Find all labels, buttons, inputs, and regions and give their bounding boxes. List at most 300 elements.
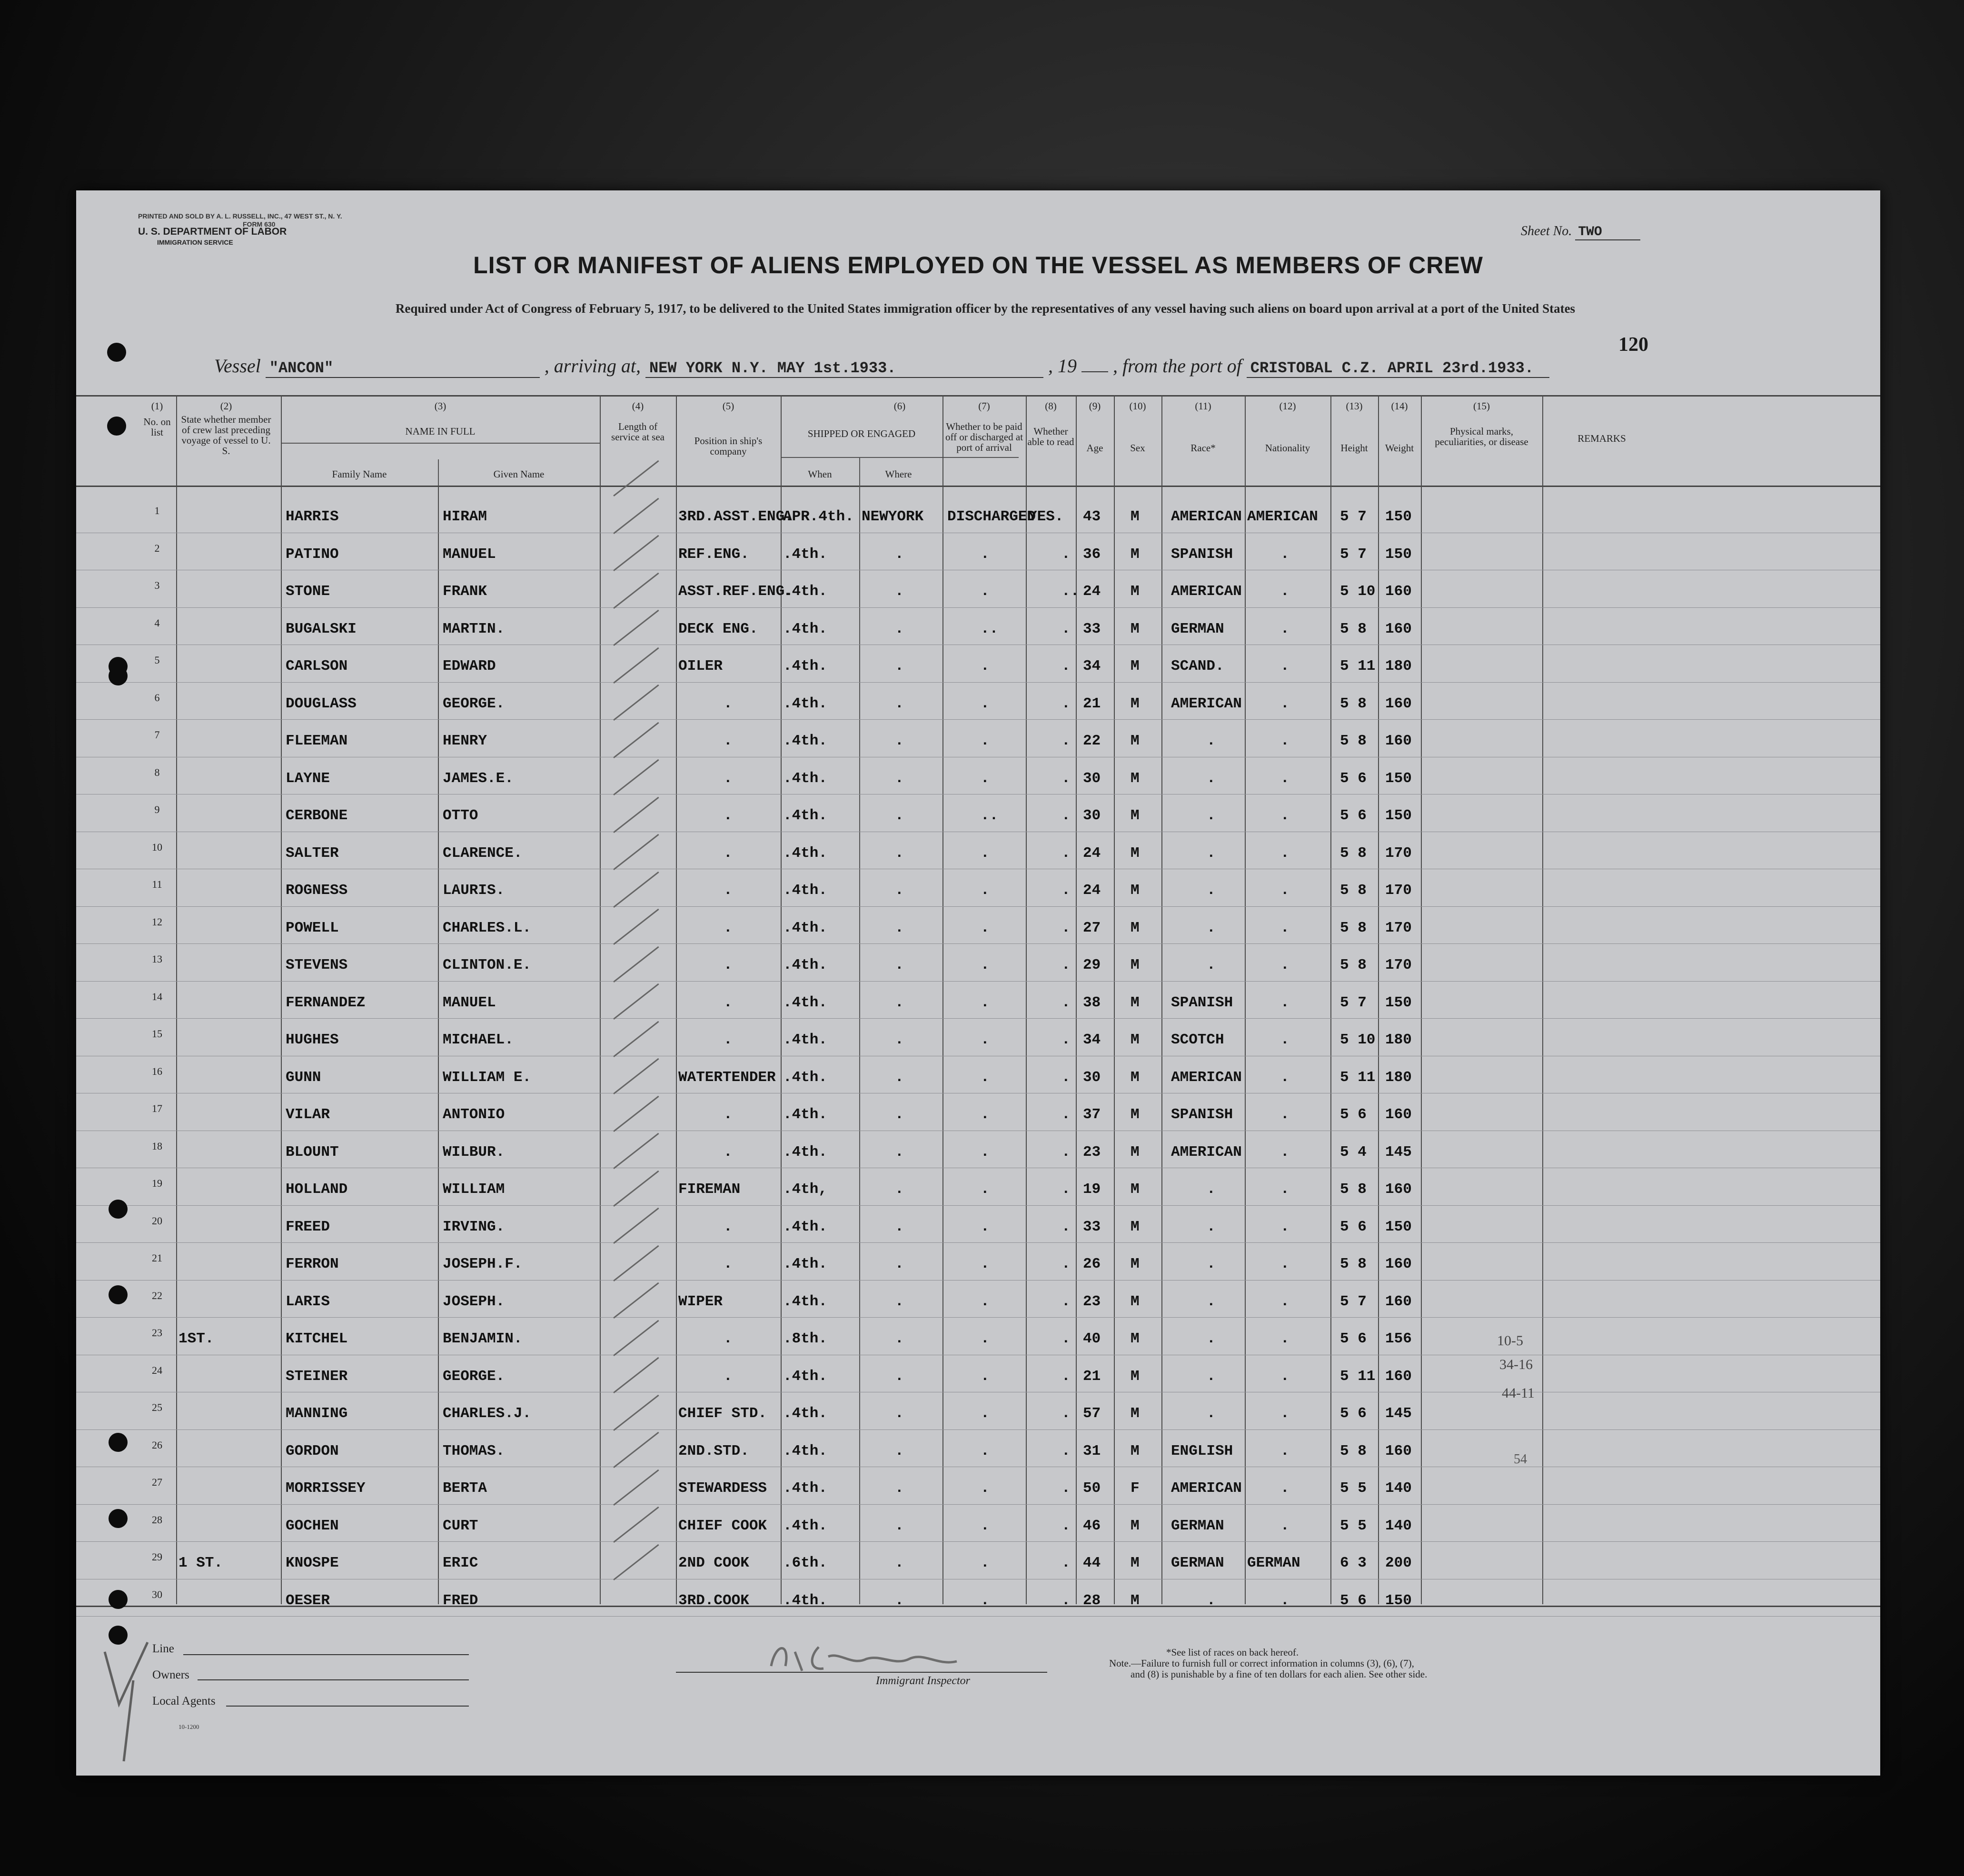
race-cell: SPANISH: [1171, 994, 1233, 1011]
position-cell: 3RD.ASST.ENG.: [678, 508, 794, 525]
height-cell: 5 8: [1340, 1181, 1367, 1198]
sex-cell: M: [1131, 1106, 1140, 1123]
age-cell: 44: [1083, 1555, 1101, 1571]
given-name-cell: HIRAM: [443, 508, 487, 525]
family-name-cell: KNOSPE: [286, 1555, 339, 1571]
nationality-cell: GERMAN: [1247, 1555, 1300, 1571]
weight-cell: 150: [1385, 546, 1412, 563]
nationality-cell: .: [1280, 919, 1289, 936]
shipped-where-cell: .: [895, 957, 904, 973]
given-name-cell: BERTA: [443, 1480, 487, 1497]
nationality-cell: .: [1280, 658, 1289, 675]
col-header-sex: Sex: [1130, 442, 1145, 454]
race-cell: SCOTCH: [1171, 1032, 1224, 1048]
sex-cell: M: [1131, 1218, 1140, 1235]
shipped-where-cell: NEWYORK: [862, 508, 924, 525]
race-cell: .: [1207, 770, 1216, 787]
given-name-cell: THOMAS.: [443, 1442, 505, 1459]
printer-line: PRINTED AND SOLD BY A. L. RUSSELL, INC., 47 WEST ST., N. Y.: [138, 212, 342, 220]
sheet-label: Sheet No.: [1521, 224, 1572, 238]
height-cell: 5 11: [1340, 1368, 1376, 1385]
table-row: [76, 1280, 1880, 1318]
discharge-cell: .: [981, 1106, 990, 1123]
height-cell: 5 11: [1340, 658, 1376, 675]
age-cell: 33: [1083, 1218, 1101, 1235]
shipped-where-cell: .: [895, 658, 904, 675]
shipped-where-cell: .: [895, 807, 904, 824]
family-name-cell: MANNING: [286, 1405, 348, 1422]
able-to-read-cell: .: [1061, 882, 1071, 899]
footer-agents-label: Local Agents: [152, 1695, 216, 1707]
shipped-where-cell: .: [895, 733, 904, 749]
position-cell: .: [724, 807, 733, 824]
family-name-cell: CERBONE: [286, 807, 348, 824]
weight-cell: 170: [1385, 882, 1412, 899]
weight-cell: 160: [1385, 1293, 1412, 1310]
previous-voyage-cell: 1 ST.: [179, 1555, 223, 1571]
height-cell: 5 7: [1340, 1293, 1367, 1310]
table-row: [76, 1205, 1880, 1243]
sex-cell: F: [1131, 1480, 1140, 1497]
family-name-cell: SALTER: [286, 844, 339, 862]
weight-cell: 160: [1385, 1442, 1412, 1459]
able-to-read-cell: .: [1061, 1368, 1071, 1385]
row-number: 14: [152, 990, 162, 1003]
able-to-read-cell: .: [1061, 1181, 1071, 1198]
previous-voyage-cell: 1ST.: [179, 1330, 214, 1347]
position-cell: OILER: [678, 658, 723, 675]
family-name-cell: GORDON: [286, 1442, 339, 1459]
able-to-read-cell: .: [1061, 1106, 1071, 1123]
discharge-cell: .: [981, 1143, 990, 1161]
family-name-cell: PATINO: [286, 546, 339, 563]
shipped-where-cell: .: [895, 1181, 904, 1198]
height-cell: 5 6: [1340, 1330, 1367, 1347]
col-num-11: (11): [1195, 400, 1211, 412]
row-number: 16: [152, 1065, 162, 1077]
row-number: 24: [152, 1364, 162, 1376]
nationality-cell: .: [1280, 1106, 1289, 1123]
age-cell: 43: [1083, 508, 1101, 525]
row-number: 25: [152, 1401, 162, 1413]
given-name-cell: JOSEPH.: [443, 1293, 505, 1310]
race-cell: .: [1207, 807, 1216, 824]
row-number: 6: [154, 691, 160, 704]
name-subheader-line: [281, 443, 600, 444]
able-to-read-cell: .: [1061, 1330, 1071, 1347]
table-row: [76, 1093, 1880, 1131]
family-name-cell: POWELL: [286, 919, 339, 936]
able-to-read-cell: .: [1061, 695, 1071, 712]
able-to-read-cell: .: [1061, 733, 1071, 749]
family-name-cell: KITCHEL: [286, 1330, 348, 1347]
row-number: 18: [152, 1140, 162, 1152]
given-name-cell: MANUEL: [443, 546, 496, 563]
age-cell: 21: [1083, 1368, 1101, 1385]
nationality-cell: .: [1280, 1480, 1289, 1497]
discharge-cell: ..: [981, 620, 999, 637]
age-cell: 24: [1083, 583, 1101, 600]
row-number: 27: [152, 1476, 162, 1488]
given-name-cell: LAURIS.: [443, 882, 505, 899]
table-row: [76, 1317, 1880, 1355]
position-cell: 2ND.STD.: [678, 1442, 749, 1459]
table-row: [76, 1392, 1880, 1429]
manifest-sheet: [76, 190, 1880, 1776]
weight-cell: 156: [1385, 1330, 1412, 1347]
table-row: [76, 906, 1880, 944]
able-to-read-cell: .: [1061, 1405, 1071, 1422]
race-cell: .: [1207, 882, 1216, 899]
discharge-cell: .: [981, 957, 990, 973]
able-to-read-cell: .: [1061, 658, 1071, 675]
discharge-cell: .: [981, 1032, 990, 1048]
weight-cell: 160: [1385, 733, 1412, 749]
position-cell: .: [724, 695, 733, 712]
sex-cell: M: [1131, 1592, 1140, 1609]
able-to-read-cell: ..: [1061, 583, 1080, 600]
weight-cell: 180: [1385, 658, 1412, 675]
height-cell: 5 8: [1340, 1442, 1367, 1459]
shipped-when-cell: .6th.: [783, 1555, 828, 1571]
shipped-when-cell: .4th.: [783, 1442, 828, 1459]
col-num-7: (7): [978, 400, 990, 412]
height-cell: 5 6: [1340, 1106, 1367, 1123]
weight-cell: 170: [1385, 957, 1412, 973]
race-cell: AMERICAN: [1171, 1069, 1242, 1086]
shipped-when-cell: .4th.: [783, 1480, 828, 1497]
family-name-cell: CARLSON: [286, 658, 348, 675]
weight-cell: 150: [1385, 1218, 1412, 1235]
discharge-cell: .: [981, 583, 990, 600]
nationality-cell: .: [1280, 882, 1289, 899]
age-cell: 37: [1083, 1106, 1101, 1123]
shipped-when-cell: .8th.: [783, 1330, 828, 1347]
shipped-where-cell: .: [895, 1143, 904, 1161]
shipped-where-cell: .: [895, 1256, 904, 1272]
shipped-where-cell: .: [895, 583, 904, 600]
height-cell: 6 3: [1340, 1555, 1367, 1571]
legal-requirement-text: Required under Act of Congress of February 5, 1917, to be delivered to the United States immigration officer by the representatives of any vessel having such aliens on board upon arrival at a port of the United States: [395, 301, 1576, 316]
row-number: 26: [152, 1439, 162, 1451]
discharge-cell: .: [981, 1293, 990, 1310]
col-num-12: (12): [1279, 400, 1296, 412]
sex-cell: M: [1131, 844, 1140, 862]
race-cell: ENGLISH: [1171, 1442, 1233, 1459]
discharge-cell: .: [981, 1480, 990, 1497]
sex-cell: M: [1131, 807, 1140, 824]
department-name: U. S. DEPARTMENT OF LABOR: [138, 226, 287, 237]
family-name-cell: MORRISSEY: [286, 1480, 366, 1497]
sex-cell: M: [1131, 1517, 1140, 1534]
age-cell: 57: [1083, 1405, 1101, 1422]
family-name-cell: FERNANDEZ: [286, 994, 366, 1011]
nationality-cell: .: [1280, 844, 1289, 862]
table-row: [76, 1579, 1880, 1617]
height-cell: 5 6: [1340, 770, 1367, 787]
weight-cell: 150: [1385, 1592, 1412, 1609]
weight-cell: 150: [1385, 807, 1412, 824]
table-row: [76, 832, 1880, 869]
age-cell: 40: [1083, 1330, 1101, 1347]
able-to-read-cell: .: [1061, 1517, 1071, 1534]
table-row: [76, 1168, 1880, 1205]
sex-cell: M: [1131, 620, 1140, 637]
weight-cell: 160: [1385, 620, 1412, 637]
given-name-cell: FRED: [443, 1592, 478, 1609]
shipped-where-cell: .: [895, 1405, 904, 1422]
age-cell: 24: [1083, 882, 1101, 899]
row-number: 2: [154, 542, 160, 554]
row-number: 21: [152, 1252, 162, 1264]
height-cell: 5 6: [1340, 1592, 1367, 1609]
able-to-read-cell: .: [1061, 1592, 1071, 1609]
position-cell: .: [724, 882, 733, 899]
height-cell: 5 8: [1340, 733, 1367, 749]
sex-cell: M: [1131, 546, 1140, 563]
table-row: [76, 757, 1880, 794]
table-row: [76, 1541, 1880, 1579]
sex-cell: M: [1131, 770, 1140, 787]
footer-agents-rule: [226, 1706, 469, 1707]
shipped-where-cell: .: [895, 1480, 904, 1497]
age-cell: 26: [1083, 1256, 1101, 1272]
shipped-when-cell: .4th.: [783, 620, 828, 637]
departure-port-date: CRISTOBAL C.Z. APRIL 23rd.1933.: [1247, 359, 1549, 378]
sex-cell: M: [1131, 882, 1140, 899]
nationality-cell: .: [1280, 770, 1289, 787]
age-cell: 23: [1083, 1293, 1101, 1310]
shipped-when-cell: .4th.: [783, 1143, 828, 1161]
weight-cell: 150: [1385, 508, 1412, 525]
col-num-9: (9): [1089, 400, 1101, 412]
age-cell: 21: [1083, 695, 1101, 712]
sex-cell: M: [1131, 1069, 1140, 1086]
given-name-cell: BENJAMIN.: [443, 1330, 523, 1347]
discharge-cell: .: [981, 1181, 990, 1198]
row-number: 3: [154, 579, 160, 591]
weight-cell: 140: [1385, 1517, 1412, 1534]
weight-cell: 160: [1385, 1106, 1412, 1123]
vessel-label: Vessel: [214, 355, 261, 377]
height-cell: 5 10: [1340, 1032, 1376, 1048]
able-to-read-cell: .: [1061, 1555, 1071, 1571]
able-to-read-cell: .: [1061, 1143, 1071, 1161]
position-cell: REF.ENG.: [678, 546, 749, 563]
table-row: [76, 607, 1880, 645]
able-to-read-cell: .: [1061, 620, 1071, 637]
able-to-read-cell: .: [1061, 1032, 1071, 1048]
height-cell: 5 5: [1340, 1480, 1367, 1497]
race-cell: .: [1207, 1293, 1216, 1310]
col-header-where: Where: [885, 468, 912, 480]
discharge-cell: .: [981, 695, 990, 712]
height-cell: 5 8: [1340, 620, 1367, 637]
weight-cell: 170: [1385, 919, 1412, 936]
race-cell: .: [1207, 1405, 1216, 1422]
height-cell: 5 8: [1340, 919, 1367, 936]
shipped-when-cell: .4th.: [783, 1256, 828, 1272]
col-header-race: Race*: [1190, 442, 1216, 454]
col-header-weight: Weight: [1385, 442, 1414, 454]
header-divider: [76, 486, 1880, 487]
col-header-position: Position in ship's company: [694, 435, 763, 457]
shipped-where-cell: .: [895, 1442, 904, 1459]
col-num-15: (15): [1473, 400, 1490, 412]
given-name-cell: WILLIAM: [443, 1181, 505, 1198]
shipped-where-cell: .: [895, 620, 904, 637]
shipped-where-cell: .: [895, 1032, 904, 1048]
col-header-read: Whether able to read: [1027, 426, 1074, 447]
nationality-cell: .: [1280, 695, 1289, 712]
sheet-number: [1521, 224, 1640, 239]
family-name-cell: OESER: [286, 1592, 330, 1609]
shipped-where-cell: .: [895, 1368, 904, 1385]
weight-cell: 160: [1385, 1256, 1412, 1272]
shipped-when-cell: .4th.: [783, 1069, 828, 1086]
race-cell: AMERICAN: [1171, 583, 1242, 600]
given-name-cell: OTTO: [443, 807, 478, 824]
discharge-cell: .: [981, 1256, 990, 1272]
nationality-cell: .: [1280, 1442, 1289, 1459]
race-cell: GERMAN: [1171, 1517, 1224, 1534]
age-cell: 22: [1083, 733, 1101, 749]
col-header-family-name: Family Name: [332, 468, 387, 480]
shipped-when-cell: .4th.: [783, 1218, 828, 1235]
sex-cell: M: [1131, 583, 1140, 600]
row-number: 9: [154, 804, 160, 815]
age-cell: 23: [1083, 1143, 1101, 1161]
footer-owners-rule: [198, 1679, 469, 1680]
shipped-when-cell: APR.4th.: [783, 508, 854, 525]
weight-cell: 150: [1385, 994, 1412, 1011]
discharge-cell: .: [981, 1368, 990, 1385]
col-num-6: (6): [893, 400, 906, 412]
position-cell: CHIEF COOK: [678, 1517, 767, 1534]
sex-cell: M: [1131, 658, 1140, 675]
race-cell: AMERICAN: [1171, 695, 1242, 712]
nationality-cell: AMERICAN: [1247, 508, 1318, 525]
position-cell: ASST.REF.ENG.: [678, 583, 794, 600]
nationality-cell: .: [1280, 620, 1289, 637]
age-cell: 34: [1083, 1032, 1101, 1048]
height-cell: 5 8: [1340, 882, 1367, 899]
able-to-read-cell: .: [1061, 546, 1071, 563]
discharge-cell: .: [981, 882, 990, 899]
nationality-cell: .: [1280, 1032, 1289, 1048]
punch-hole: [109, 1433, 128, 1452]
age-cell: 30: [1083, 1069, 1101, 1086]
discharge-cell: DISCHARGED: [947, 508, 1036, 525]
shipped-when-cell: .4th,: [783, 1181, 828, 1198]
position-cell: .: [724, 733, 733, 749]
punch-hole: [109, 1285, 128, 1304]
position-cell: .: [724, 919, 733, 936]
height-cell: 5 6: [1340, 807, 1367, 824]
family-name-cell: HOLLAND: [286, 1181, 348, 1198]
shipped-when-cell: .4th.: [783, 1592, 828, 1609]
sex-cell: M: [1131, 1368, 1140, 1385]
age-cell: 28: [1083, 1592, 1101, 1609]
race-cell: GERMAN: [1171, 1555, 1224, 1571]
height-cell: 5 8: [1340, 844, 1367, 862]
table-row: [76, 719, 1880, 757]
vessel-line: [214, 355, 1661, 378]
given-name-cell: CLARENCE.: [443, 844, 523, 862]
table-row: [76, 943, 1880, 981]
col-header-nationality: Nationality: [1265, 442, 1310, 454]
form-number: FORM 630: [243, 220, 276, 228]
sex-cell: M: [1131, 1555, 1140, 1571]
age-cell: 36: [1083, 546, 1101, 563]
shipped-when-cell: .4th.: [783, 1517, 828, 1534]
able-to-read-cell: .: [1061, 1293, 1071, 1310]
age-cell: 34: [1083, 658, 1101, 675]
sex-cell: M: [1131, 1181, 1140, 1198]
given-name-cell: CLINTON.E.: [443, 957, 532, 973]
nationality-cell: .: [1280, 1218, 1289, 1235]
discharge-cell: .: [981, 733, 990, 749]
shipped-where-cell: .: [895, 770, 904, 787]
sex-cell: M: [1131, 994, 1140, 1011]
race-cell: AMERICAN: [1171, 1143, 1242, 1161]
able-to-read-cell: .: [1061, 1442, 1071, 1459]
family-name-cell: VILAR: [286, 1106, 330, 1123]
age-cell: 24: [1083, 844, 1101, 862]
year-fill: [1081, 371, 1108, 372]
punch-hole: [107, 343, 126, 362]
position-cell: .: [724, 844, 733, 862]
weight-cell: 160: [1385, 1181, 1412, 1198]
able-to-read-cell: YES.: [1028, 508, 1064, 525]
position-cell: .: [724, 1218, 733, 1235]
position-cell: WIPER: [678, 1293, 723, 1310]
punch-hole: [109, 1509, 128, 1528]
inspector-label: Immigrant Inspector: [876, 1675, 970, 1687]
weight-cell: 170: [1385, 844, 1412, 862]
race-cell: .: [1207, 844, 1216, 862]
height-cell: 5 6: [1340, 1218, 1367, 1235]
family-name-cell: STEINER: [286, 1368, 348, 1385]
margin-note-4: 54: [1514, 1452, 1527, 1467]
shipped-when-cell: .4th.: [783, 807, 828, 824]
shipped-when-cell: .4th.: [783, 658, 828, 675]
given-name-cell: JAMES.E.: [443, 770, 514, 787]
table-row: [76, 1429, 1880, 1467]
able-to-read-cell: .: [1061, 844, 1071, 862]
family-name-cell: FLEEMAN: [286, 733, 348, 749]
height-cell: 5 4: [1340, 1143, 1367, 1161]
punch-hole: [109, 1626, 128, 1645]
nationality-cell: .: [1280, 1405, 1289, 1422]
row-number: 22: [152, 1289, 162, 1301]
discharge-cell: .: [981, 1405, 990, 1422]
discharge-cell: ..: [981, 807, 999, 824]
margin-note-3: 44-11: [1502, 1385, 1535, 1401]
sex-cell: M: [1131, 508, 1140, 525]
row-number: 19: [152, 1177, 162, 1189]
weight-cell: 160: [1385, 1368, 1412, 1385]
races-note: *See list of races on back hereof.: [1166, 1647, 1299, 1658]
inspector-rule: [676, 1672, 1047, 1673]
sheet-value: TWO: [1575, 225, 1640, 240]
shipped-where-cell: .: [895, 882, 904, 899]
document-title: LIST OR MANIFEST OF ALIENS EMPLOYED ON THE VESSEL AS MEMBERS OF CREW: [473, 252, 1483, 278]
family-name-cell: DOUGLASS: [286, 695, 357, 712]
given-name-cell: HENRY: [443, 733, 487, 749]
shipped-where-cell: .: [895, 1069, 904, 1086]
family-name-cell: STONE: [286, 583, 330, 600]
